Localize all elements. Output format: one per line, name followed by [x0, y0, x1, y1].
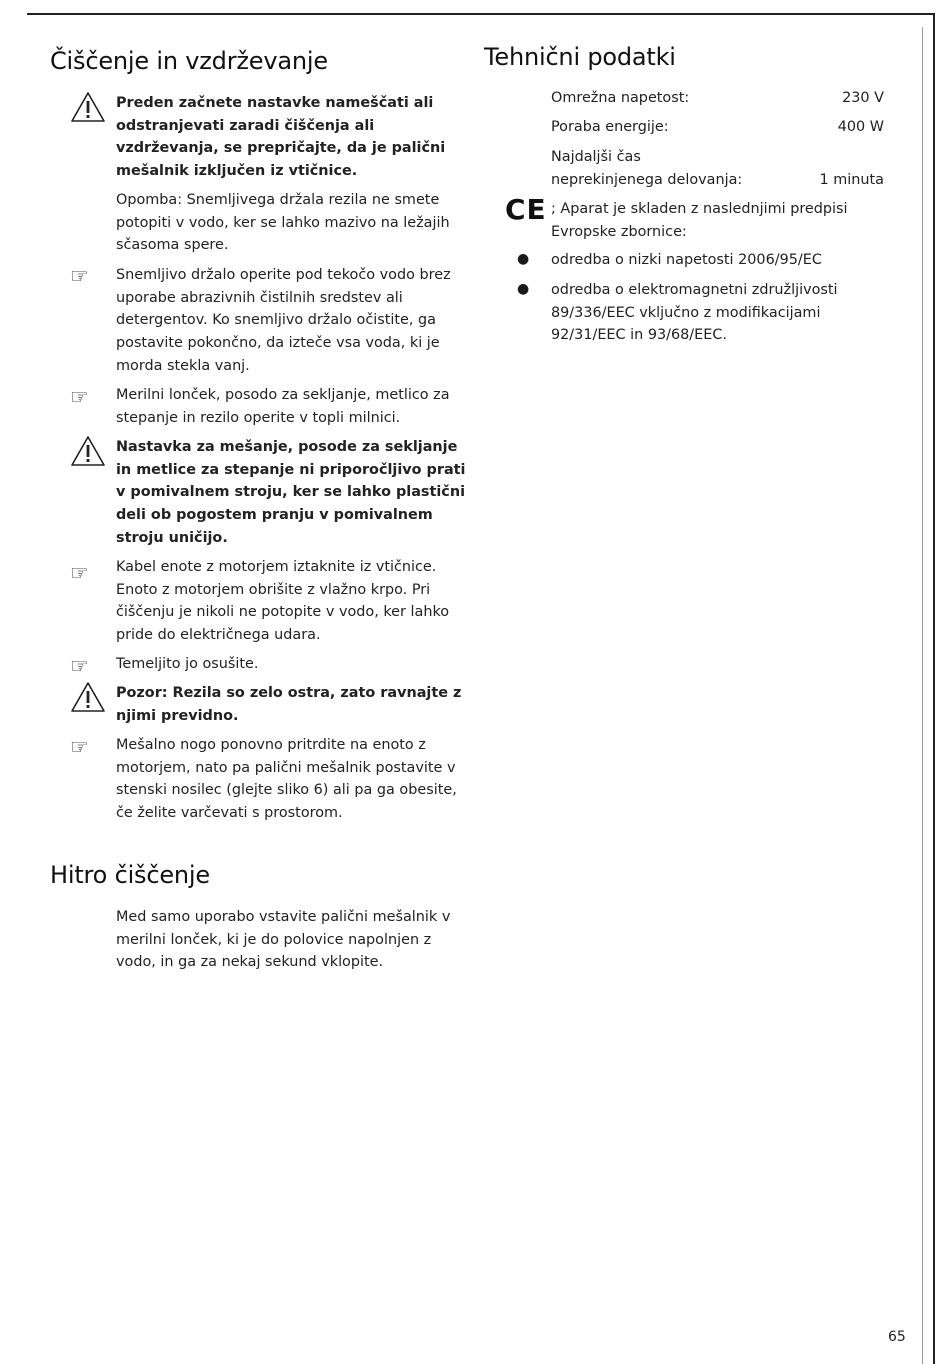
warning-icon — [70, 91, 106, 123]
spec-duration-value: 1 minuta — [819, 171, 884, 188]
pointing-hand-icon: ☞ — [70, 654, 89, 678]
page-frame-inner-line — [922, 27, 923, 1364]
instruction-text: Temeljito jo osušite. — [116, 656, 259, 672]
instruction-text: Snemljivo držalo operite pod tekočo vodo brez uporabe abrazivnih čistilnih sredstev ali detergentov. Ko snemljivo držalo očistite, ga postavite pokončno, da izteče vsa voda, ki je morda stekla vanj. — [116, 267, 451, 374]
warning-icon — [70, 681, 106, 713]
pointing-hand-icon: ☞ — [70, 735, 89, 759]
spec-duration-label-1: Najdaljši čas — [551, 149, 641, 165]
tech-title: Tehnični podatki — [484, 43, 676, 71]
spec-power-label: Poraba energije: — [551, 119, 669, 135]
warning-icon — [70, 435, 106, 467]
warning-text: Nastavka za mešanje, posode za sekljanje in metlice za stepanje ni priporočljivo prati v pomivalnem stroju, ker se lahko plastični deli ob pogostem pranju v pomivalnem stroju uničijo. — [116, 439, 466, 546]
warning-text: Preden začnete nastavke nameščati ali odstranjevati zaradi čiščenja ali vzdrževanja, se prepričajte, da je palični mešalnik izključen iz vtičnice. — [116, 95, 446, 180]
pointing-hand-icon: ☞ — [70, 561, 89, 585]
instruction-text: Kabel enote z motorjem iztaknite iz vtičnice. Enoto z motorjem obrišite z vlažno krpo. Pri čiščenju je nikoli ne potopite v vodo, ker lahko pride do električnega udara. — [116, 559, 450, 644]
spec-voltage-label: Omrežna napetost: — [551, 90, 690, 106]
spec-duration — [551, 146, 884, 191]
bullet-icon: ● — [517, 251, 530, 267]
spec-voltage-value: 230 V — [842, 90, 884, 106]
warning-text: Pozor: Rezila so zelo ostra, zato ravnajte z njimi previdno. — [116, 685, 462, 724]
bullet-text: odredba o nizki napetosti 2006/95/EC — [551, 252, 822, 268]
pointing-hand-icon: ☞ — [70, 385, 89, 409]
instruction-text: Merilni lonček, posodo za sekljanje, metlico za stepanje in rezilo operite v topli milnici. — [116, 387, 450, 426]
note-text: Opomba: Snemljivega držala rezila ne smete potopiti v vodo, ker se lahko mazivo na ležajih sčasoma spere. — [116, 192, 450, 254]
page-number: 65 — [888, 1329, 906, 1345]
instruction-text: Mešalno nogo ponovno pritrdite na enoto z motorjem, nato pa palični mešalnik postavite v stenski nosilec (glejte sliko 6) ali pa ga obesite, če želite varčevati s prostorom. — [116, 737, 457, 822]
spec-voltage — [551, 87, 884, 110]
quick-clean-title: Hitro čiščenje — [50, 861, 210, 889]
ce-mark-icon: CE — [505, 193, 547, 226]
pointing-hand-icon: ☞ — [70, 264, 89, 288]
bullet-text: odredba o elektromagnetni združljivosti 89/336/EEC vključno z modifikacijami 92/31/EEC in 93/68/EEC. — [551, 282, 838, 344]
page-frame-right — [933, 13, 935, 1364]
cleaning-title: Čiščenje in vzdrževanje — [50, 47, 328, 75]
ce-text: ; Aparat je skladen z naslednjimi predpisi Evropske zbornice: — [551, 201, 848, 240]
spec-power-value: 400 W — [837, 119, 884, 135]
quick-clean-text: Med samo uporabo vstavite palični mešalnik v merilni lonček, ki je do polovice napolnjen z vodo, in ga za nekaj sekund vklopite. — [116, 909, 451, 971]
spec-power — [551, 116, 884, 139]
spec-duration-label-2: neprekinjenega delovanja: — [551, 171, 743, 188]
bullet-icon: ● — [517, 281, 530, 297]
page-frame-top — [27, 13, 934, 15]
